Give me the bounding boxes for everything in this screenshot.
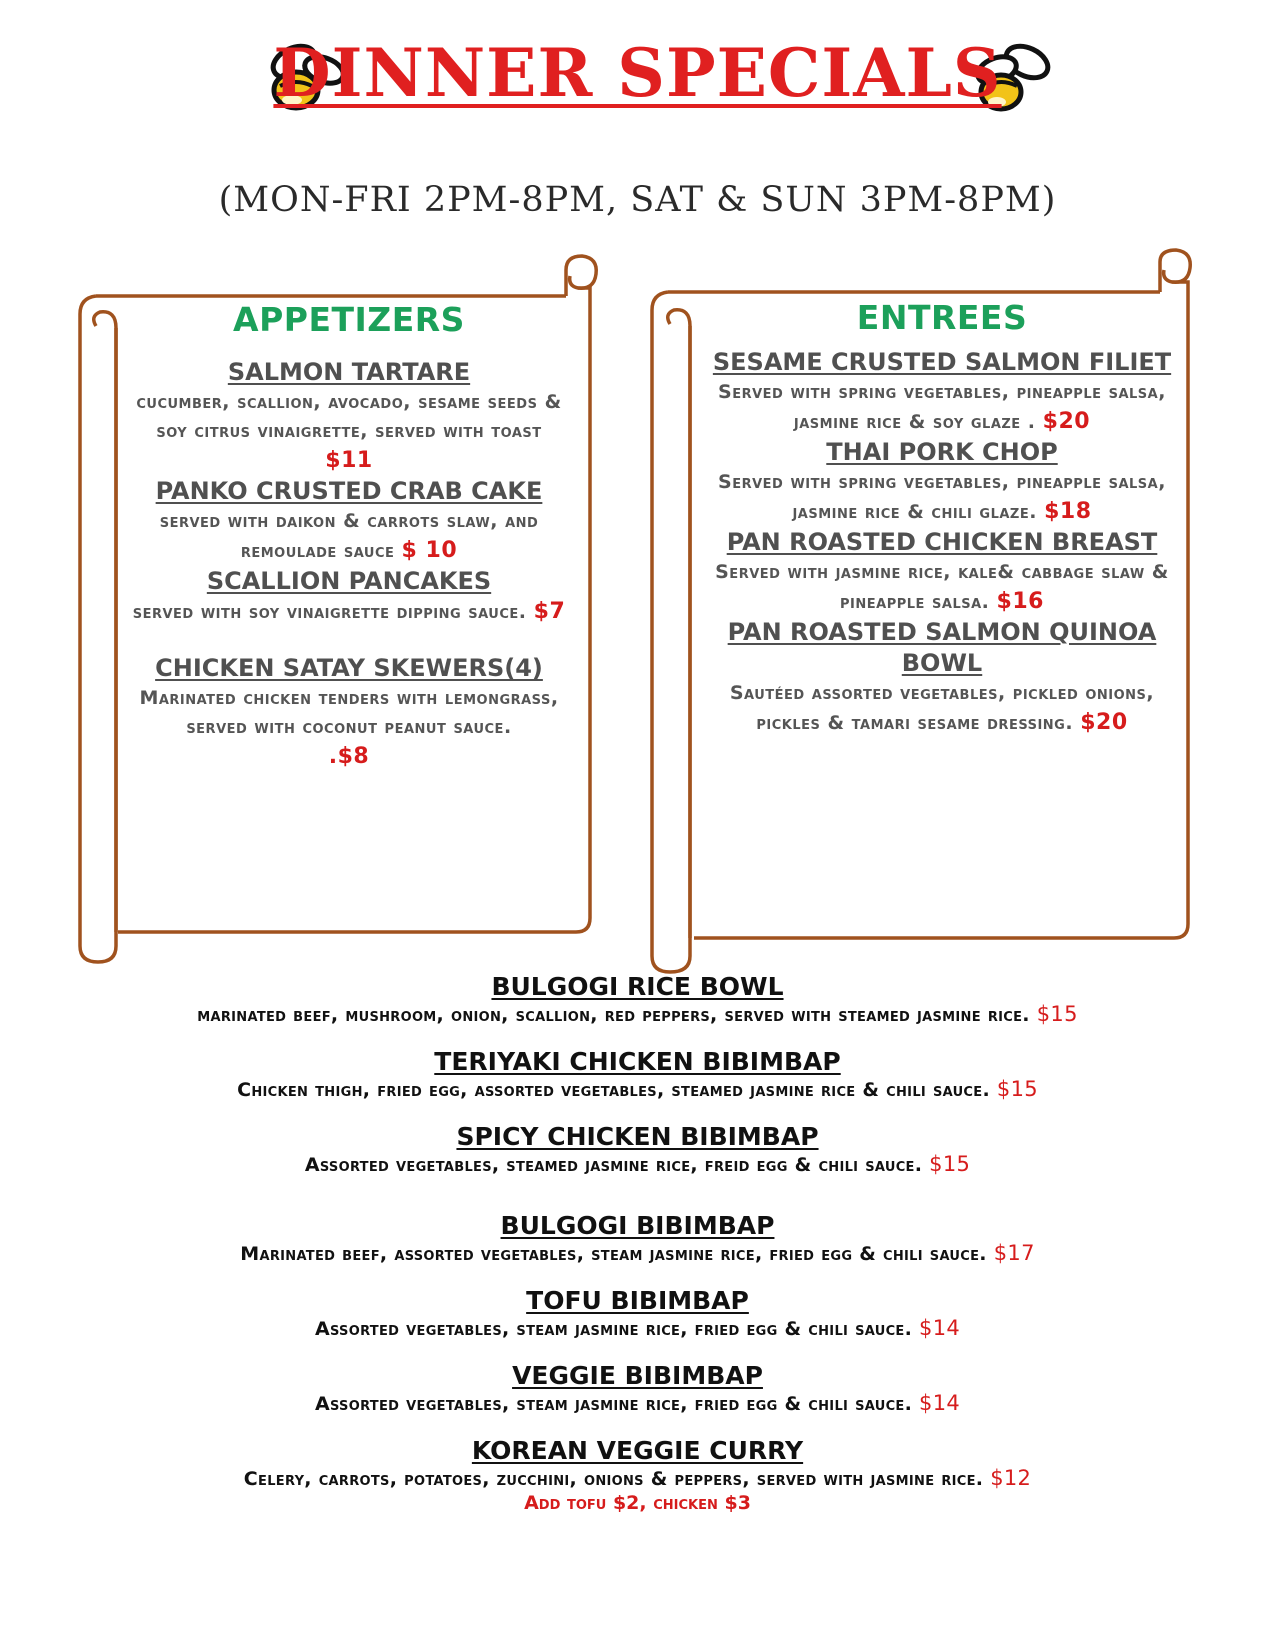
menu-item-price: $14 (919, 1391, 961, 1415)
menu-item-desc: cucumber, scallion, avocado, sesame seeds & soy citrus vinaigrette, served with toast $11 (136, 391, 562, 473)
menu-item-name: SPICY CHICKEN BIBIMBAP (456, 1122, 819, 1151)
add-on-note: Add tofu $2, chicken $3 (524, 1492, 751, 1514)
menu-item-desc: served with soy vinaigrette dipping sauce. $7 (132, 599, 566, 624)
menu-item-price: .$8 (328, 744, 370, 769)
entrees-heading: ENTREES (856, 298, 1028, 337)
list-item (60, 1211, 1215, 1266)
menu-item-name: SESAME CRUSTED SALMON FILIET (712, 348, 1172, 376)
menu-item-name: TERIYAKI CHICKEN BIBIMBAP (434, 1047, 841, 1076)
page-title: DINNER SPECIALS (273, 34, 1002, 112)
menu-item-desc: Served with jasmine rice, kale& cabbage slaw & pineapple salsa. $16 (715, 561, 1169, 614)
list-item (60, 1361, 1215, 1416)
list-item (60, 1286, 1215, 1341)
menu-item-desc: Sautéed assorted vegetables, pickled onions, pickles & tamari sesame dressing. $20 (729, 682, 1155, 735)
menu-item-name: BULGOGI RICE BOWL (491, 972, 784, 1001)
menu-item-desc: Served with spring vegetables, pineapple salsa, jasmine rice & soy glaze . $20 (718, 381, 1166, 434)
menu-item-name: BULGOGI BIBIMBAP (500, 1211, 775, 1240)
hours-text: (MON-FRI 2PM-8PM, SAT & SUN 3PM-8PM) (218, 180, 1057, 220)
bowls-list (60, 972, 1215, 1535)
menu-item-name: PAN ROASTED SALMON QUINOA BOWL (727, 618, 1157, 677)
menu-item-name: KOREAN VEGGIE CURRY (471, 1436, 804, 1465)
menu-item-price: $15 (996, 1077, 1038, 1101)
menu-item-name: CHICKEN SATAY SKEWERS(4) (155, 654, 543, 682)
menu-item-price: $14 (919, 1316, 961, 1340)
menu-item-price: $17 (993, 1241, 1035, 1265)
menu-item-price: $20 (1042, 409, 1091, 434)
menu-item-price: $15 (929, 1152, 971, 1176)
menu-item-name: TOFU BIBIMBAP (526, 1286, 749, 1315)
list-item (60, 972, 1215, 1027)
menu-item-name: PAN ROASTED CHICKEN BREAST (726, 528, 1158, 556)
menu-item-desc: Assorted vegetables, steamed jasmine rice, freid egg & chili sauce. $15 (304, 1152, 971, 1176)
menu-item-desc: Served with spring vegetables, pineapple salsa, jasmine rice & chili glaze. $18 (718, 471, 1166, 524)
menu-item-desc: Assorted vegetables, steam jasmine rice, fried egg & chili sauce. $14 (314, 1316, 961, 1340)
menu-item-desc: marinated beef, mushroom, onion, scallion, red peppers, served with steamed jasmine rice. $15 (197, 1002, 1078, 1026)
menu-item-desc: Celery, carrots, potatoes, zucchini, onions & peppers, served with jasmine rice. $12 (243, 1466, 1032, 1490)
menu-item-desc: Marinated chicken tenders with lemongrass, served with coconut peanut sauce. .$8 (139, 687, 559, 769)
appetizers-panel (120, 300, 578, 772)
menu-item-name: VEGGIE BIBIMBAP (512, 1361, 763, 1390)
list-item (60, 1436, 1215, 1515)
menu-item-price: $7 (533, 599, 566, 624)
menu-item-name: PANKO CRUSTED CRAB CAKE (155, 477, 543, 505)
menu-item-name: SALMON TARTARE (227, 358, 471, 386)
menu-item-price: $ 10 (401, 538, 458, 563)
menu-item-price: $16 (996, 589, 1044, 614)
menu-item-price: $15 (1036, 1002, 1078, 1026)
menu-item-desc: Assorted vegetables, steam jasmine rice, fried egg & chili sauce. $14 (314, 1391, 961, 1415)
menu-item-price: $11 (325, 448, 373, 473)
menu-item-price: $18 (1044, 499, 1092, 524)
list-item (60, 1047, 1215, 1102)
menu-item-desc: Marinated beef, assorted vegetables, steam jasmine rice, fried egg & chili sauce. $17 (240, 1241, 1035, 1265)
menu-item-desc: served with daikon & carrots slaw, and remoulade sauce $ 10 (159, 510, 539, 563)
menu-item-desc: Chicken thigh, fried egg, assorted vegetables, steamed jasmine rice & chili sauce. $15 (237, 1077, 1038, 1101)
appetizers-heading: APPETIZERS (233, 300, 465, 339)
menu-item-name: THAI PORK CHOP (826, 438, 1058, 466)
menu-item-name: SCALLION PANCAKES (206, 567, 492, 595)
menu-item-price: $20 (1080, 710, 1128, 735)
list-item (60, 1122, 1215, 1177)
menu-item-price: $12 (990, 1466, 1032, 1490)
entrees-panel (700, 298, 1184, 738)
